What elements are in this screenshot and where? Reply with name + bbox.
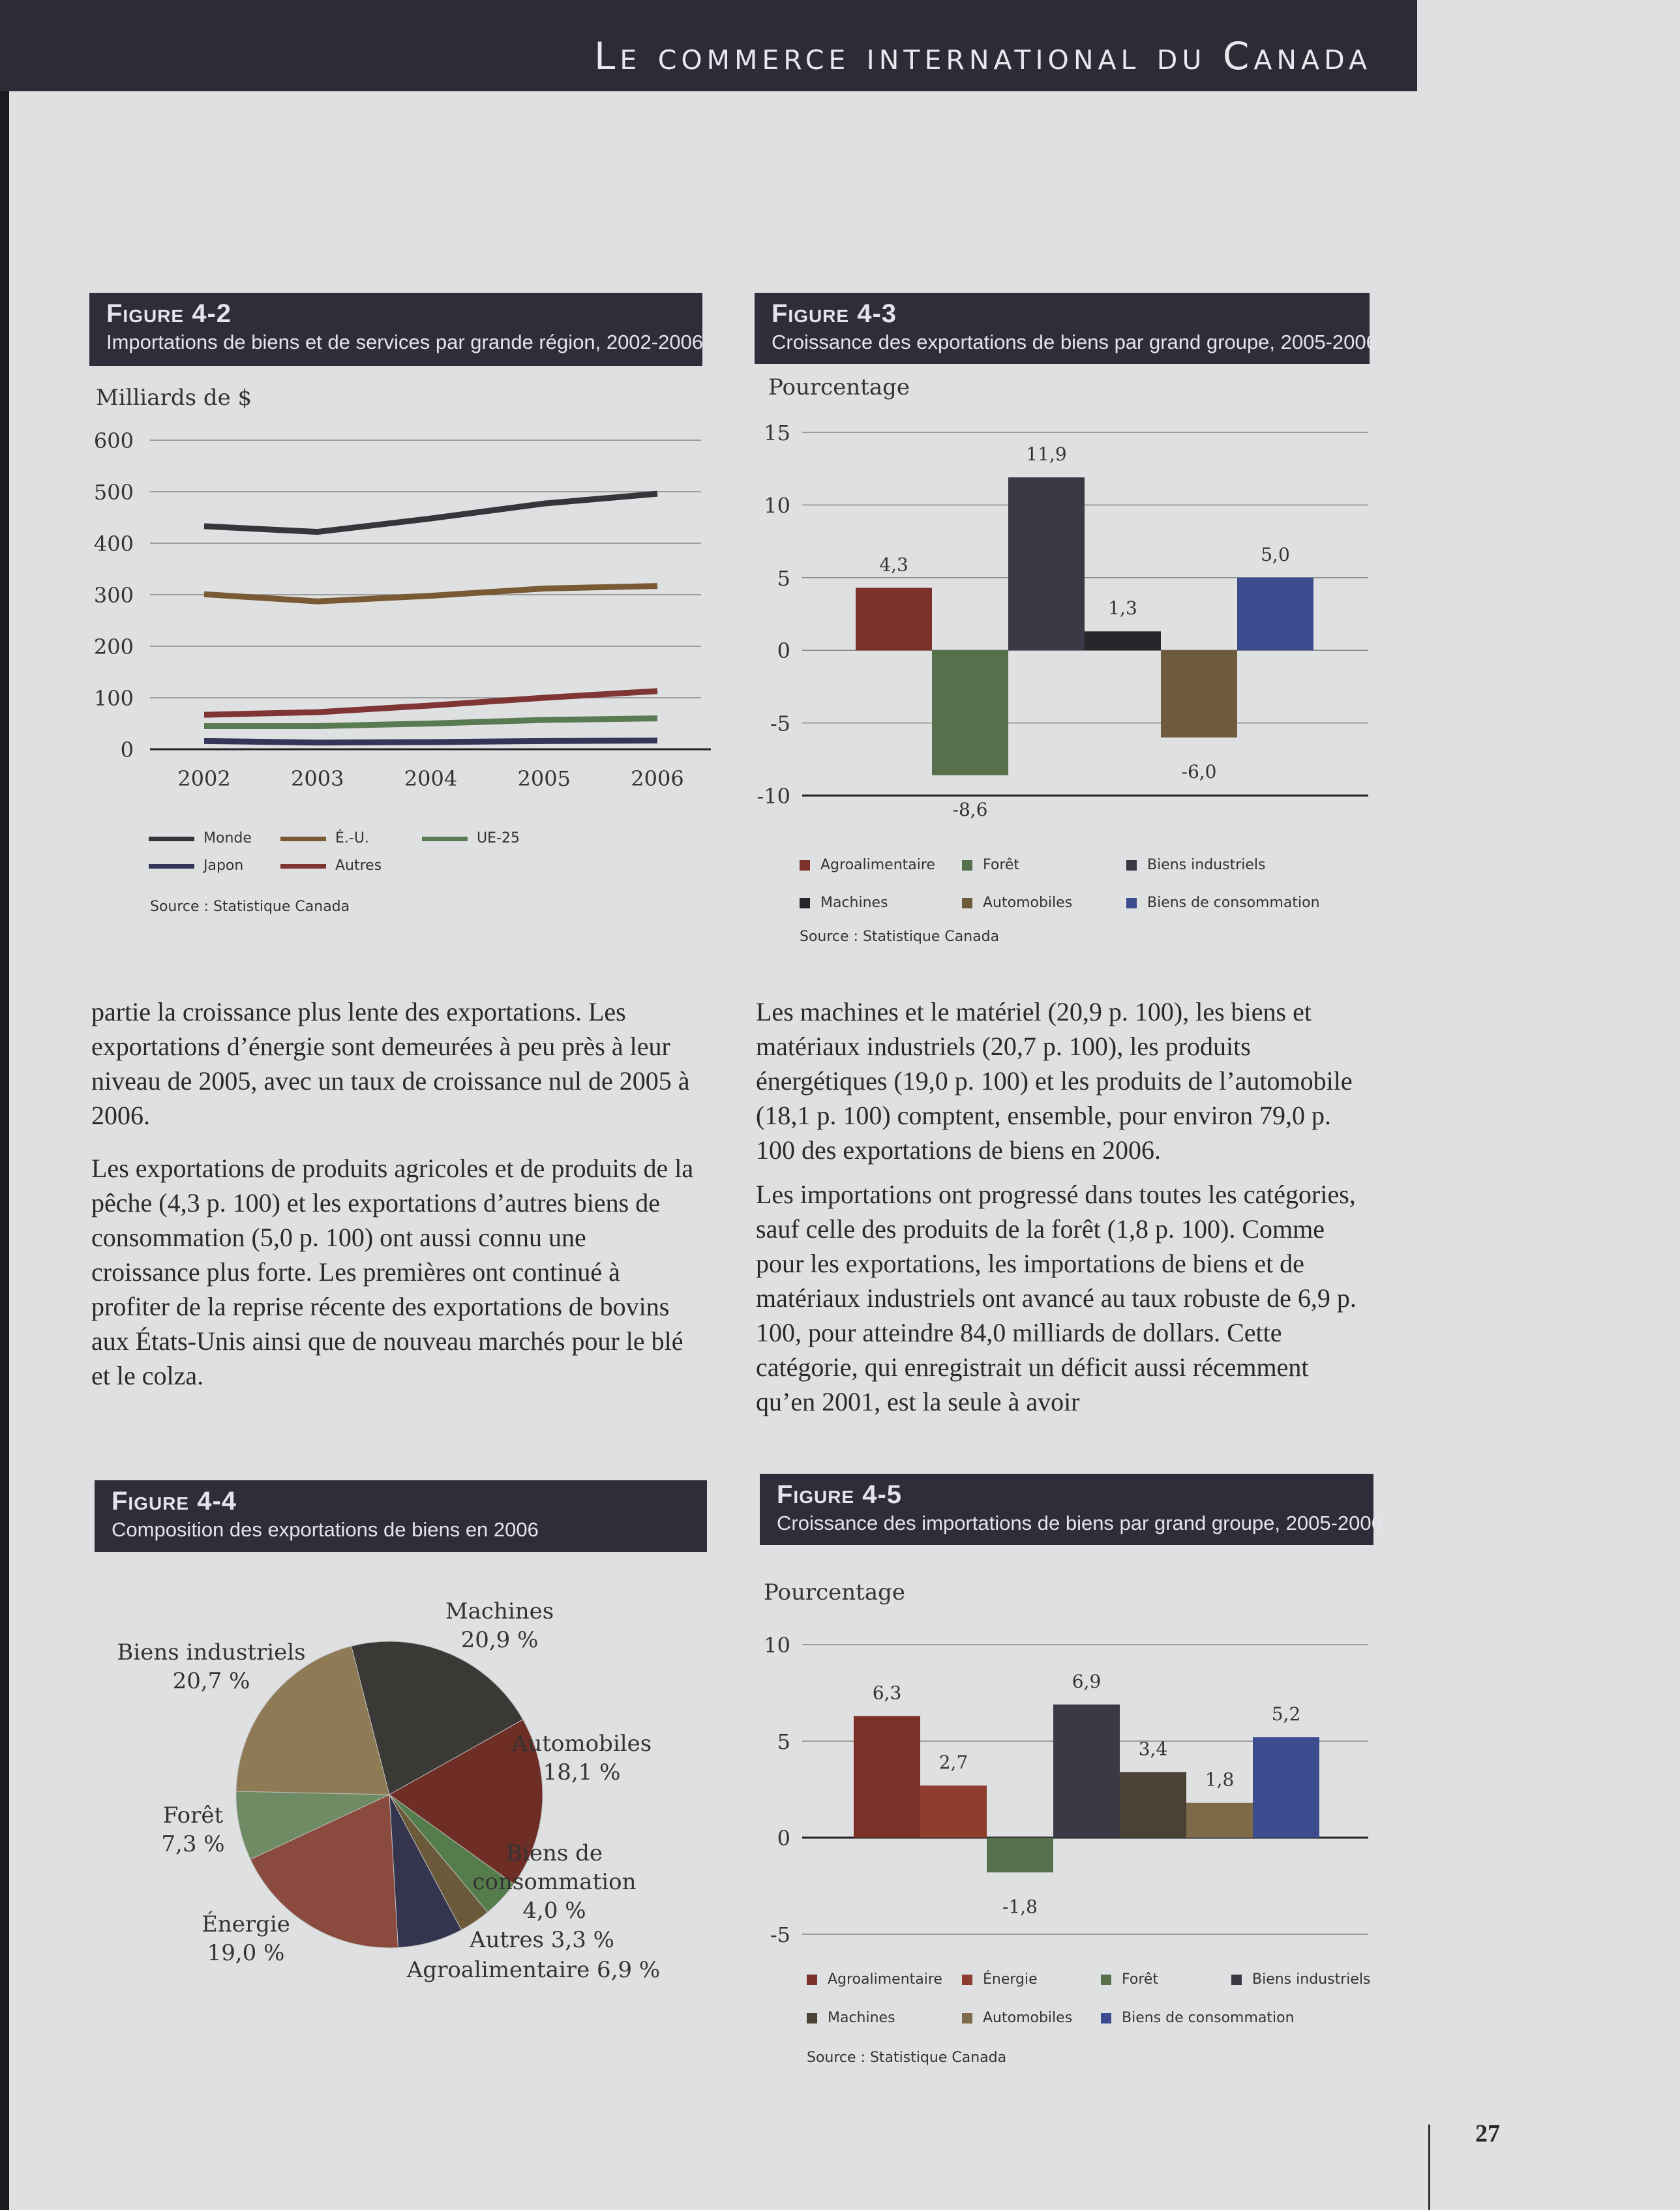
figure-number: Figure 4-4 xyxy=(112,1487,237,1516)
page-edge xyxy=(0,0,9,2210)
legend-swatch xyxy=(962,1975,972,1985)
fig45-unit-label: Pourcentage xyxy=(764,1579,905,1605)
fig42-line-chart xyxy=(85,411,711,796)
figure-4-3-header xyxy=(755,293,1377,364)
data-label: 5,2 xyxy=(1271,1703,1301,1725)
bar xyxy=(1008,477,1085,650)
legend-label: Biens de consommation xyxy=(1122,2010,1295,2026)
bar xyxy=(1237,578,1313,650)
x-tick-label: 2006 xyxy=(631,766,684,791)
figure-4-2-header xyxy=(89,293,702,366)
y-tick-label: 10 xyxy=(764,493,790,518)
bar xyxy=(932,650,1008,775)
legend-swatch xyxy=(149,837,194,841)
legend-swatch xyxy=(962,898,972,908)
legend-energie xyxy=(962,1971,1038,1988)
fig45-bar-chart xyxy=(750,1611,1376,1976)
legend-label: UE-25 xyxy=(477,830,520,846)
slice-label: Agroalimentaire 6,9 % xyxy=(406,1957,661,1983)
y-tick-label: 300 xyxy=(93,583,134,608)
data-label: -8,6 xyxy=(952,798,988,820)
slice-label: Biens industriels xyxy=(117,1639,306,1665)
body-paragraph: partie la croissance plus lente des exportations. Les exportations d’énergie sont demeurées à peu près à leur niveau de 2005, avec un taux de croissance nul de 2005 à 2006. xyxy=(91,997,690,1130)
legend-agroalimentaire xyxy=(800,857,935,873)
y-tick-label: 100 xyxy=(93,686,134,711)
legend-swatch xyxy=(280,837,326,841)
legend-automobiles xyxy=(962,895,1072,911)
bar xyxy=(920,1785,987,1838)
legend-label: Biens industriels xyxy=(1147,857,1266,873)
fig42-unit-label: Milliards de $ xyxy=(96,385,252,411)
bar xyxy=(1120,1772,1186,1838)
legend-foret xyxy=(1101,1971,1158,1988)
slice-label: 18,1 % xyxy=(543,1759,621,1785)
slice-label: Machines xyxy=(445,1598,554,1624)
series-line xyxy=(204,691,657,715)
slice-label: Biens de xyxy=(505,1840,603,1866)
body-paragraph: Les exportations de produits agricoles et de produits de la pêche (4,3 p. 100) et les exportations d’autres biens de consommation (5,0 p. 100) ont aussi connu une croissance plus forte. Les premières ont continué à profiter de la reprise récente des exportations de bovins aux États-Unis ainsi que de nouveau marchés pour le blé et le colza. xyxy=(91,1154,694,1390)
slice-label: 7,3 % xyxy=(161,1831,225,1857)
legend-swatch xyxy=(807,2013,817,2023)
bar xyxy=(987,1838,1053,1872)
legend-autres xyxy=(280,858,382,874)
legend-label: Machines xyxy=(828,2010,895,2026)
y-tick-label: 600 xyxy=(93,428,134,453)
series-line xyxy=(204,741,657,743)
y-tick-label: 0 xyxy=(120,738,134,762)
legend-swatch xyxy=(800,898,810,908)
fig45-source: Source : Statistique Canada xyxy=(807,2050,1007,2066)
legend-label: Biens industriels xyxy=(1252,1971,1371,1988)
bar xyxy=(854,1716,920,1838)
y-tick-label: 200 xyxy=(93,635,134,659)
legend-biens-de-consommation xyxy=(1126,895,1320,911)
fig43-unit-label: Pourcentage xyxy=(768,374,910,400)
legend-label: Énergie xyxy=(983,1971,1038,1988)
figure-4-4-header xyxy=(95,1480,707,1552)
legend-swatch xyxy=(149,864,194,869)
legend-agroalimentaire xyxy=(807,1971,942,1988)
legend-foret xyxy=(962,857,1019,873)
slice-label: 4,0 % xyxy=(522,1898,586,1924)
legend-label: Agroalimentaire xyxy=(820,857,935,873)
figure-caption: Composition des exportations de biens en 2006 xyxy=(112,1518,539,1541)
legend-swatch xyxy=(1126,860,1137,871)
bar xyxy=(1186,1803,1253,1838)
legend-biens-de-consommation xyxy=(1101,2010,1295,2026)
running-header xyxy=(0,0,1417,91)
y-tick-label: -10 xyxy=(757,784,790,809)
slice-label: Forêt xyxy=(162,1802,224,1829)
y-tick-label: 10 xyxy=(764,1633,790,1658)
x-tick-label: 2005 xyxy=(517,766,571,791)
data-label: -6,0 xyxy=(1181,760,1217,783)
running-header-title: Le commerce international du Canada xyxy=(594,34,1372,78)
figure-number: Figure 4-3 xyxy=(772,299,897,328)
data-label: 4,3 xyxy=(879,554,908,576)
legend-label: Automobiles xyxy=(983,2010,1073,2026)
y-tick-label: 0 xyxy=(777,638,790,664)
series-line xyxy=(204,719,657,726)
figure-caption: Croissance des exportations de biens par grand groupe, 2005-2006 xyxy=(772,331,1377,353)
fig43-bar-chart xyxy=(750,404,1376,835)
figure-number: Figure 4-5 xyxy=(777,1480,903,1509)
figure-4-5-header xyxy=(760,1474,1383,1545)
legend-biens-industriels xyxy=(1126,857,1265,873)
legend-label: Machines xyxy=(820,895,888,911)
data-label: 6,9 xyxy=(1072,1670,1102,1692)
slice-label: 20,7 % xyxy=(172,1668,250,1694)
legend-machines xyxy=(800,895,888,911)
legend-label: Japon xyxy=(203,858,244,874)
legend-swatch xyxy=(800,860,810,871)
series-line xyxy=(204,494,657,531)
bar xyxy=(856,588,932,650)
legend-label: Automobiles xyxy=(983,895,1073,911)
legend-swatch xyxy=(1126,898,1137,908)
legend-eu xyxy=(280,830,369,846)
slice-label: Énergie xyxy=(202,1911,290,1937)
legend-label: Monde xyxy=(203,830,252,846)
legend-swatch xyxy=(1231,1975,1242,1985)
figure-caption: Croissance des importations de biens par grand groupe, 2005-2006 xyxy=(777,1512,1383,1534)
bar xyxy=(1253,1737,1319,1838)
fig43-source: Source : Statistique Canada xyxy=(800,929,1000,945)
legend-biens-industriels xyxy=(1231,1971,1370,1988)
y-tick-label: -5 xyxy=(770,711,790,736)
x-tick-label: 2002 xyxy=(177,766,231,791)
y-tick-label: 5 xyxy=(777,1729,790,1754)
x-tick-label: 2003 xyxy=(291,766,344,791)
legend-automobiles xyxy=(962,2010,1072,2026)
legend-label: Biens de consommation xyxy=(1147,895,1320,911)
data-label: 6,3 xyxy=(872,1682,902,1704)
data-label: 3,4 xyxy=(1138,1738,1168,1760)
data-label: -1,8 xyxy=(1002,1896,1038,1918)
fig42-source: Source : Statistique Canada xyxy=(150,899,350,915)
legend-swatch xyxy=(807,1975,817,1985)
slice-label: 19,0 % xyxy=(207,1940,285,1966)
legend-label: É.-U. xyxy=(335,830,369,846)
legend-swatch xyxy=(422,837,468,841)
fig44-pie-chart xyxy=(91,1591,711,2008)
data-label: 1,8 xyxy=(1205,1769,1235,1791)
y-tick-label: -5 xyxy=(770,1922,790,1947)
page-number-rule xyxy=(1428,2125,1430,2210)
legend-ue25 xyxy=(422,830,520,846)
figure-number: Figure 4-2 xyxy=(106,299,232,328)
data-label: 2,7 xyxy=(938,1752,968,1774)
y-tick-label: 0 xyxy=(777,1826,790,1851)
legend-swatch xyxy=(1101,1975,1111,1985)
legend-label: Forêt xyxy=(983,857,1020,873)
slice-label: Automobiles xyxy=(511,1731,652,1757)
page-number: 27 xyxy=(1475,2120,1500,2147)
legend-swatch xyxy=(1101,2013,1111,2023)
legend-swatch xyxy=(962,860,972,871)
legend-swatch xyxy=(962,2013,972,2023)
legend-japon xyxy=(149,858,243,874)
legend-label: Forêt xyxy=(1122,1971,1159,1988)
legend-swatch xyxy=(280,864,326,869)
data-label: 5,0 xyxy=(1261,543,1290,565)
slice-label: consommation xyxy=(472,1869,637,1895)
body-paragraph: Les importations ont progressé dans toutes les catégories, sauf celle des produits de la forêt (1,8 p. 100). Comme pour les exportations, les importations de biens et de matériaux industriels ont avancé au taux robuste de 6,9 p. 100, pour atteindre 84,0 milliards de dollars. Cette catégorie, qui enregistrait un déficit aussi récemment qu’en 2001, est la seule à avoir xyxy=(756,1180,1357,1416)
series-line xyxy=(204,586,657,602)
legend-label: Autres xyxy=(335,858,382,874)
bar xyxy=(1161,650,1237,738)
bar xyxy=(1085,631,1161,650)
figure-caption: Importations de biens et de services par grande région, 2002-2006 xyxy=(106,331,704,353)
slice-label: Autres 3,3 % xyxy=(470,1927,614,1953)
y-tick-label: 500 xyxy=(93,480,134,505)
x-tick-label: 2004 xyxy=(404,766,458,791)
body-paragraph: Les machines et le matériel (20,9 p. 100), les biens et matériaux industriels (20,7 p. 100), les produits énergétiques (19,0 p. 100) et les produits de l’automobile (18,1 p. 100) comptent, ensemble, pour environ 79,0 p. 100 des exportations de biens en 2006. xyxy=(756,997,1353,1165)
y-tick-label: 400 xyxy=(93,531,134,556)
legend-monde xyxy=(149,830,252,846)
bar xyxy=(1053,1705,1120,1838)
y-tick-label: 5 xyxy=(777,565,790,591)
slice-label: 20,9 % xyxy=(460,1627,539,1653)
data-label: 11,9 xyxy=(1026,443,1067,466)
legend-label: Agroalimentaire xyxy=(828,1971,942,1988)
legend-machines xyxy=(807,2010,895,2026)
data-label: 1,3 xyxy=(1108,597,1137,620)
y-tick-label: 15 xyxy=(764,421,790,445)
